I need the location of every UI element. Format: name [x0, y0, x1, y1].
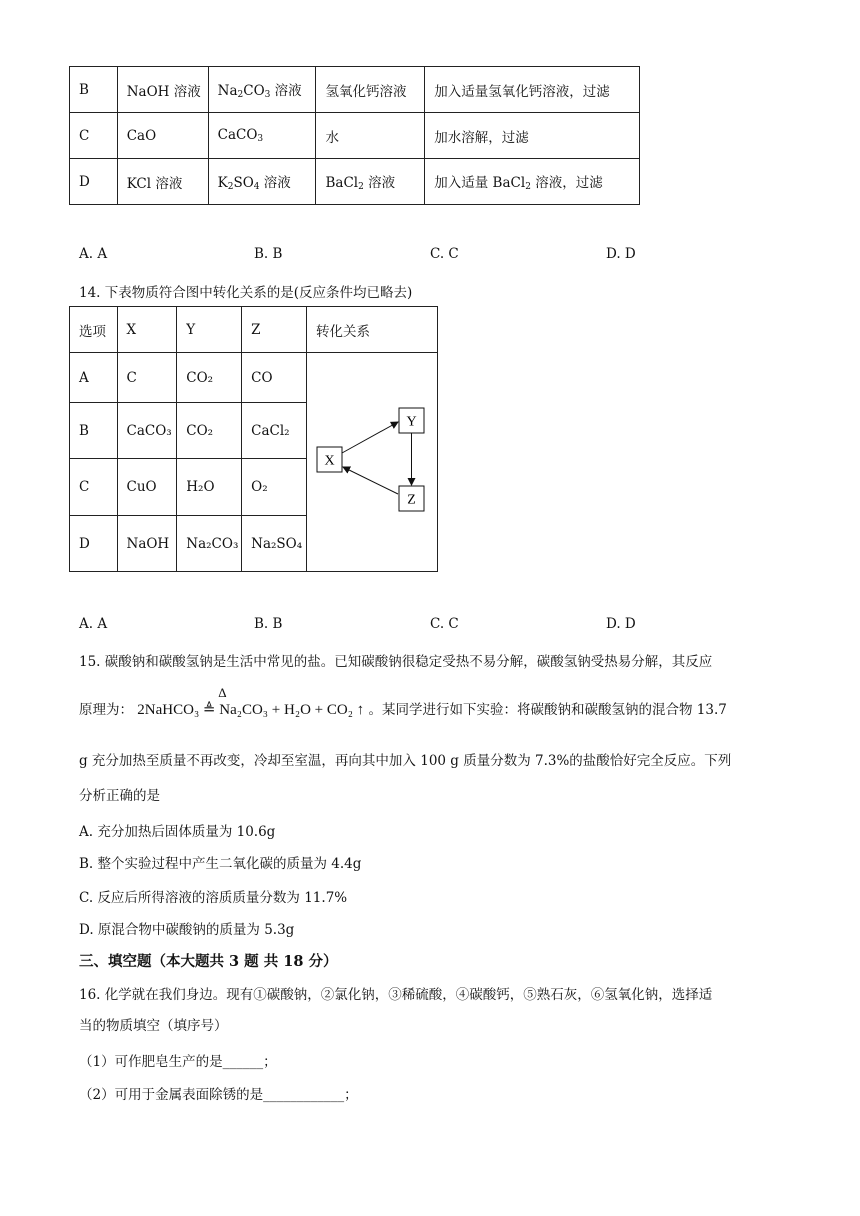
arrow-x-to-y [342, 422, 398, 453]
q16-item-2: （2）可用于金属表面除锈的是____________； [79, 1087, 358, 1103]
q13-row-letter: C [70, 113, 118, 159]
q14-header-y: Y [177, 307, 242, 353]
q13-cell-d [425, 159, 640, 205]
q14-row-d-x: NaOH [117, 516, 177, 572]
q13-cell-d [425, 113, 640, 159]
subscript: 4 [253, 182, 260, 192]
q16-item-1: （1）可作肥皂生产的是______； [79, 1054, 277, 1070]
q14-row-b-z: CaCl₂ [242, 403, 307, 459]
cell-text: 加水溶解，过滤 [434, 129, 529, 146]
q14-row-d-opt: D [70, 516, 118, 572]
cell-text: CaO [126, 127, 157, 144]
q14-row-d-z: Na₂SO₄ [242, 516, 307, 572]
q14-header-relation: 转化关系 [306, 307, 437, 353]
q14-diagram-cell [306, 353, 437, 572]
q13-cell-b [208, 159, 316, 205]
q14-option-b: B. B [254, 616, 283, 632]
q14-table [69, 306, 438, 572]
q15-line-1: 15. 碳酸钠和碳酸氢钠是生活中常见的盐。已知碳酸钠很稳定受热不易分解，碳酸氢钠受热易分解，其反应 [79, 654, 713, 670]
arrow-z-to-x [343, 467, 398, 494]
q14-row-d-y: Na₂CO₃ [177, 516, 242, 572]
q15-option-d: D. 原混合物中碳酸钠的质量为 5.3g [79, 922, 295, 938]
cell-text: 水 [325, 129, 339, 146]
q15-equation [137, 685, 365, 719]
q16-line-2: 当的物质填空（填序号） [79, 1018, 228, 1034]
cell-text: 溶液 [363, 175, 396, 191]
q15-prefix: 原理为： [79, 702, 133, 718]
q13-row-d [70, 159, 640, 205]
q14-option-d: D. D [606, 616, 636, 632]
cell-text: 溶液，过滤 [530, 175, 603, 191]
cell-text: KCl 溶液 [126, 175, 183, 192]
q13-cell-b [208, 67, 316, 113]
q14-row-b-y: CO₂ [177, 403, 242, 459]
q15-delta: Δ [218, 685, 227, 700]
q13-option-d: D. D [606, 246, 636, 262]
q14-row-c-x: CuO [117, 459, 177, 516]
q14-option-c: C. C [430, 616, 459, 632]
q14-row-b-opt: B [70, 403, 118, 459]
subscript: 3 [264, 90, 271, 100]
q13-option-a: A. A [79, 246, 108, 262]
subscript: 3 [257, 134, 264, 144]
q14-header-x: X [117, 307, 177, 353]
q15-option-a: A. 充分加热后固体质量为 10.6g [79, 824, 276, 840]
cell-text: CaCO [217, 127, 258, 143]
diagram-label-x: X [324, 453, 335, 469]
q14-conversion-diagram [307, 353, 437, 571]
q15-line-3: g 充分加热至质量不再改变，冷却至室温，再向其中加入 100 g 质量分数为 7.3%的盐酸恰好完全反应。下列 [79, 753, 732, 769]
cell-text: K [217, 175, 228, 191]
q13-cell-c [316, 113, 425, 159]
q16-line-1: 16. 化学就在我们身边。现有①碳酸钠，②氯化钠，③稀硫酸，④碳酸钙，⑤熟石灰，⑥氢氧化钠，选择适 [79, 987, 713, 1003]
q15-suffix: 。某同学进行如下实验：将碳酸钠和碳酸氢钠的混合物 13.7 [368, 702, 727, 718]
q14-option-a: A. A [79, 616, 108, 632]
q14-stem: 14. 下表物质符合图中转化关系的是(反应条件均已略去) [79, 285, 413, 301]
q13-cell-a [117, 113, 208, 159]
q15-equation-text: 2NaHCO₃ ≜ Na₂CO₃ + H₂O + CO₂ ↑ [137, 702, 365, 718]
q13-option-b: B. B [254, 246, 283, 262]
subscript: 2 [525, 182, 531, 192]
q15-option-b: B. 整个实验过程中产生二氧化碳的质量为 4.4g [79, 856, 362, 872]
q15-option-c: C. 反应后所得溶液的溶质质量分数为 11.7% [79, 890, 348, 906]
diagram-label-z: Z [407, 492, 416, 508]
q14-row-a-opt: A [70, 353, 118, 403]
cell-text: 溶液 [270, 83, 302, 99]
q14-row-a-y: CO₂ [177, 353, 242, 403]
cell-text: NaOH 溶液 [126, 83, 201, 100]
cell-text: 溶液 [259, 175, 291, 191]
cell-text: 加入适量 BaCl [434, 175, 526, 191]
cell-text: SO [233, 175, 254, 191]
subscript: 2 [227, 182, 234, 192]
q13-cell-d [425, 67, 640, 113]
q13-cell-c [316, 67, 425, 113]
q14-row-a-x: C [117, 353, 177, 403]
q13-row-letter: D [70, 159, 118, 205]
q14-row-b-x: CaCO₃ [117, 403, 177, 459]
subscript: 2 [237, 90, 244, 100]
subscript: 2 [358, 182, 364, 192]
q14-header-z: Z [242, 307, 307, 353]
q14-row-c-y: H₂O [177, 459, 242, 516]
q13-cell-b [208, 113, 316, 159]
q13-option-c: C. C [430, 246, 459, 262]
section-3-heading: 三、填空题（本大题共 3 题 共 18 分） [79, 953, 338, 970]
cell-text: 加入适量氢氧化钙溶液，过滤 [434, 83, 610, 100]
q15-line-4: 分析正确的是 [79, 788, 160, 804]
q13-cell-a [117, 159, 208, 205]
cell-text: 氢氧化钙溶液 [325, 83, 407, 100]
q14-row-c-z: O₂ [242, 459, 307, 516]
q14-header-option: 选项 [70, 307, 118, 353]
q13-row-b [70, 67, 640, 113]
diagram-label-y: Y [406, 414, 417, 430]
q14-row-a-z: CO [242, 353, 307, 403]
q13-row-c [70, 113, 640, 159]
q15-line-2 [79, 685, 727, 719]
q13-cell-a [117, 67, 208, 113]
q13-cell-c [316, 159, 425, 205]
q13-row-letter: B [70, 67, 118, 113]
cell-text: Na [217, 83, 238, 99]
q13-table [69, 66, 640, 205]
cell-text: CO [243, 83, 265, 99]
cell-text: BaCl [325, 175, 359, 191]
q14-row-c-opt: C [70, 459, 118, 516]
